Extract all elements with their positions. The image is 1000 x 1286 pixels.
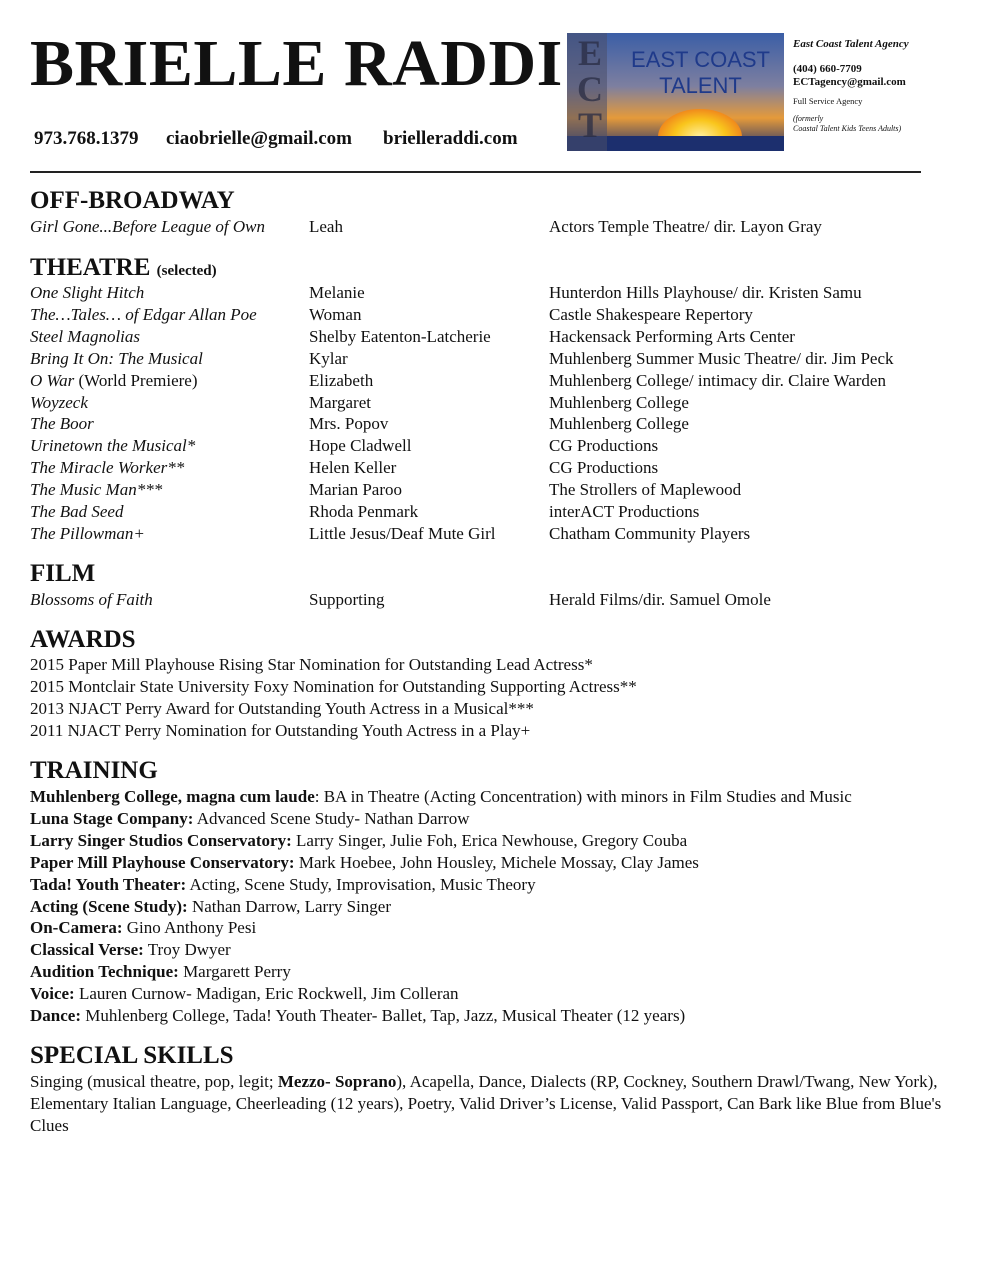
credit-title bbox=[30, 282, 144, 304]
training-label: Paper Mill Playhouse Conservatory: bbox=[30, 852, 295, 872]
section-heading-film: FILM bbox=[30, 560, 96, 587]
credit-title bbox=[30, 479, 162, 501]
skills-text-before: Singing (musical theatre, pop, legit; bbox=[30, 1072, 278, 1091]
website: brielleraddi.com bbox=[383, 128, 518, 149]
credit-venue: CG Productions bbox=[549, 458, 659, 478]
credit-venue: Muhlenberg College bbox=[549, 392, 689, 412]
skills-voice-type: Mezzo- Soprano bbox=[277, 1072, 397, 1091]
credit-venue: Chatham Community Players bbox=[549, 523, 751, 543]
credit-title-text: One Slight Hitch bbox=[30, 283, 145, 302]
credit-row bbox=[0, 370, 1000, 392]
credit-row bbox=[0, 435, 1000, 457]
logo-text-line2: TALENT bbox=[659, 73, 742, 98]
credit-title-text: The Music Man*** bbox=[30, 480, 163, 500]
credit-title bbox=[30, 304, 257, 326]
agency-name: East Coast Talent Agency bbox=[793, 38, 909, 50]
training-detail: Larry Singer, Julie Foh, Erica Newhouse, Gregory Couba bbox=[291, 830, 688, 850]
training-detail: : BA in Theatre (Acting Concentration) with minors in Film Studies and Music bbox=[314, 787, 852, 806]
skills-text-after: ), Acapella, Dance, Dialects (RP, Cockney, Southern Drawl/Twang, New York), Elementary Italian Language, Cheerleading (12 years), Poetry, Valid Driver’s License, Valid Passport, Can Bark like Blue from Blue's Clues bbox=[30, 1072, 942, 1135]
training-label: Dance: bbox=[30, 1006, 81, 1025]
credit-title-text: Woyzeck bbox=[30, 392, 88, 412]
credit-row bbox=[0, 348, 1000, 370]
credit-title bbox=[30, 435, 195, 457]
credit-row bbox=[0, 304, 1000, 326]
credit-row bbox=[0, 413, 1000, 435]
training-label: Classical Verse: bbox=[30, 940, 144, 960]
credit-title-text: Girl Gone...Before League of Own bbox=[30, 217, 265, 236]
agency-email: ECTagency@gmail.com bbox=[793, 76, 906, 88]
credit-role: Melanie bbox=[309, 283, 365, 302]
award-item: 2013 NJACT Perry Award for Outstanding Youth Actress in a Musical*** bbox=[30, 699, 534, 718]
training-detail: Troy Dwyer bbox=[143, 940, 231, 960]
credit-title-text: Urinetown the Musical* bbox=[30, 436, 196, 456]
training-item bbox=[30, 808, 470, 830]
agency-logo bbox=[567, 33, 784, 151]
credit-venue: Muhlenberg College bbox=[549, 414, 689, 434]
credit-title-text: Bring It On: The Musical bbox=[30, 348, 203, 368]
credit-row bbox=[0, 216, 1000, 238]
credit-row bbox=[0, 589, 1000, 611]
credit-title bbox=[30, 501, 123, 523]
agency-formerly bbox=[793, 114, 993, 134]
agency-info bbox=[793, 38, 993, 134]
credit-venue: Hackensack Performing Arts Center bbox=[549, 326, 795, 346]
credit-role: Mrs. Popov bbox=[309, 414, 389, 434]
agency-type: Full Service Agency bbox=[793, 96, 863, 106]
training-label: Voice: bbox=[30, 984, 75, 1004]
credit-row bbox=[0, 523, 1000, 545]
agency-formerly-line2: Coastal Talent Kids Teens Adults) bbox=[793, 124, 902, 133]
training-item bbox=[30, 786, 852, 808]
training-item bbox=[30, 983, 459, 1005]
credit-title-note: (World Premiere) bbox=[74, 370, 198, 390]
credit-venue: CG Productions bbox=[549, 436, 659, 456]
credit-role: Leah bbox=[309, 217, 343, 236]
credit-title bbox=[30, 216, 265, 238]
training-detail: Nathan Darrow, Larry Singer bbox=[187, 896, 392, 916]
credit-venue: Castle Shakespeare Repertory bbox=[549, 304, 753, 324]
training-item bbox=[30, 961, 291, 983]
award-item: 2015 Montclair State University Foxy Nomination for Outstanding Supporting Actress** bbox=[30, 677, 637, 696]
section-heading-off-broadway: OFF-BROADWAY bbox=[30, 187, 235, 214]
credit-role: Margaret bbox=[309, 392, 371, 412]
logo-text-line1: EAST COAST bbox=[631, 47, 770, 72]
training-detail: Mark Hoebee, John Housley, Michele Mossay, Clay James bbox=[294, 852, 699, 872]
training-label: Audition Technique: bbox=[30, 962, 179, 982]
email-address: ciaobrielle@gmail.com bbox=[166, 128, 352, 149]
credit-venue: The Strollers of Maplewood bbox=[549, 480, 742, 500]
credit-role: Supporting bbox=[309, 590, 385, 609]
credit-venue: Hunterdon Hills Playhouse/ dir. Kristen Samu bbox=[549, 283, 862, 302]
training-detail: Lauren Curnow- Madigan, Eric Rockwell, Jim Colleran bbox=[74, 984, 459, 1004]
training-item bbox=[30, 874, 536, 896]
credit-role: Marian Paroo bbox=[309, 480, 403, 500]
award-item: 2015 Paper Mill Playhouse Rising Star Nomination for Outstanding Lead Actress* bbox=[30, 655, 593, 674]
training-label: Acting (Scene Study): bbox=[30, 896, 188, 916]
credit-title-text: Blossoms of Faith bbox=[30, 590, 153, 609]
credit-venue: Actors Temple Theatre/ dir. Layon Gray bbox=[549, 217, 822, 236]
training-label: Tada! Youth Theater: bbox=[30, 874, 187, 894]
credit-title bbox=[30, 457, 184, 479]
credit-title-text: Steel Magnolias bbox=[30, 326, 141, 346]
training-detail: Margarett Perry bbox=[178, 962, 291, 982]
credit-row bbox=[0, 479, 1000, 501]
phone-number: 973.768.1379 bbox=[34, 128, 139, 149]
training-label: On-Camera: bbox=[30, 918, 123, 938]
training-label: Luna Stage Company: bbox=[30, 808, 194, 828]
credit-title bbox=[30, 370, 198, 392]
credit-role: Kylar bbox=[309, 348, 348, 368]
training-item bbox=[30, 896, 391, 918]
award-item: 2011 NJACT Perry Nomination for Outstanding Youth Actress in a Play+ bbox=[30, 721, 531, 740]
training-detail: Advanced Scene Study- Nathan Darrow bbox=[193, 808, 470, 828]
credit-venue: interACT Productions bbox=[549, 502, 700, 521]
training-label: Muhlenberg College, magna cum laude bbox=[30, 787, 315, 806]
credit-title bbox=[30, 413, 94, 435]
training-detail: Gino Anthony Pesi bbox=[122, 918, 257, 938]
agency-formerly-line1: (formerly bbox=[793, 114, 824, 123]
credit-role: Elizabeth bbox=[309, 370, 374, 390]
special-skills-text bbox=[30, 1071, 945, 1137]
section-heading-special-skills: SPECIAL SKILLS bbox=[30, 1042, 234, 1069]
agency-phone: (404) 660-7709 bbox=[793, 63, 862, 75]
header-divider bbox=[30, 171, 921, 173]
credit-title bbox=[30, 348, 203, 370]
training-item bbox=[30, 852, 699, 874]
credit-row bbox=[0, 282, 1000, 304]
credit-role: Hope Cladwell bbox=[309, 436, 412, 456]
credit-venue: Herald Films/dir. Samuel Omole bbox=[549, 590, 771, 609]
logo-letters: ECT bbox=[577, 33, 603, 145]
credit-venue: Muhlenberg College/ intimacy dir. Claire Warden bbox=[549, 370, 886, 390]
training-item bbox=[30, 1005, 685, 1027]
credit-title-text: The Miracle Worker** bbox=[30, 458, 185, 478]
credit-title bbox=[30, 392, 88, 414]
credit-title-text: The Boor bbox=[30, 414, 94, 434]
credit-venue: Muhlenberg Summer Music Theatre/ dir. Jim Peck bbox=[549, 348, 894, 368]
theatre-heading: THEATRE bbox=[30, 254, 151, 281]
credit-role: Shelby Eatenton-Latcherie bbox=[309, 326, 491, 346]
section-heading-awards: AWARDS bbox=[30, 626, 136, 653]
credit-role: Rhoda Penmark bbox=[309, 502, 419, 521]
training-item bbox=[30, 939, 231, 961]
credit-title bbox=[30, 589, 153, 611]
credit-title-text: The…Tales… of Edgar Allan Poe bbox=[30, 304, 257, 324]
credit-row bbox=[0, 501, 1000, 523]
training-label: Larry Singer Studios Conservatory: bbox=[30, 830, 292, 850]
credit-title-text: The Bad Seed bbox=[30, 502, 124, 521]
actor-name: BRIELLE RADDI bbox=[30, 27, 563, 100]
training-item bbox=[30, 917, 256, 939]
section-heading-training: TRAINING bbox=[30, 757, 158, 784]
credit-title-text: O War bbox=[30, 370, 75, 390]
training-detail: Acting, Scene Study, Improvisation, Music Theory bbox=[186, 874, 536, 894]
credit-row bbox=[0, 457, 1000, 479]
training-detail: Muhlenberg College, Tada! Youth Theater- Ballet, Tap, Jazz, Musical Theater (12 years) bbox=[80, 1006, 686, 1025]
credit-role: Woman bbox=[309, 304, 362, 324]
credit-row bbox=[0, 392, 1000, 414]
theatre-subheading: (selected) bbox=[156, 263, 217, 279]
training-item bbox=[30, 830, 687, 852]
credit-role: Helen Keller bbox=[309, 458, 397, 478]
credit-role: Little Jesus/Deaf Mute Girl bbox=[309, 523, 496, 543]
credit-title bbox=[30, 523, 145, 545]
credit-row bbox=[0, 326, 1000, 348]
credit-title bbox=[30, 326, 140, 348]
credit-title-text: The Pillowman+ bbox=[30, 523, 145, 543]
